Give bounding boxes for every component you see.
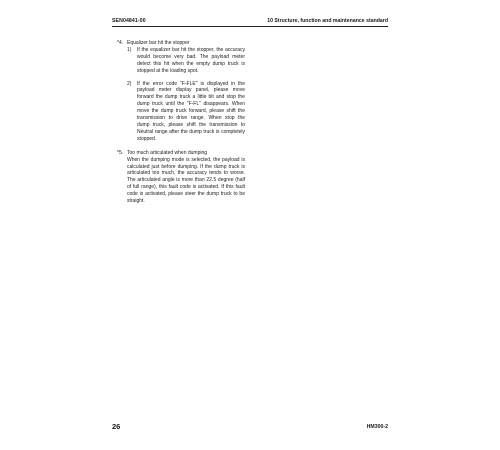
note-marker: *5.: [117, 149, 124, 156]
section-title: 10 Structure, function and maintenance standard: [267, 18, 388, 24]
item-number: 1): [127, 46, 132, 53]
item-text: If the equalizer bar hit the stopper, the accuracy would become very bad. The payload meter detect this hit when the empty dump truck is stopped at the loading spot.: [137, 46, 245, 74]
document-code: SEN04841-00: [112, 18, 146, 24]
body-text-column: [117, 40, 245, 205]
note-text: When the dumping mode is selected, the payload is calculated just before dumping. If the dump truck is articulated too much, the accuracy tends to worse. The articulated angle is more than 22.5 degree (half of full range), this fault code is activated. If this fault code is activated, please steer the dump truck to be straight.: [127, 156, 245, 205]
page-header: [112, 18, 388, 30]
note-5: [117, 150, 245, 205]
note-4: [117, 40, 245, 143]
note-marker: *4.: [117, 40, 124, 46]
note-title: Too much articulated when dumping: [127, 149, 208, 156]
note-title: Equalizer bar hit the stopper: [127, 40, 190, 46]
note-item: [127, 47, 245, 75]
note-item: [127, 81, 245, 143]
model-name: HM300-2: [366, 424, 388, 430]
item-text: If the error code "F-FLE" is displayed in the payload meter display panel, please move forward the dump truck a little bit and stop the dump truck until the "F-FL" disappears. When move the dump truck forward, please shift the transmission to drive range. When stop the dump truck, please shift the transmission to Neutral range after the dump truck is completely stopped.: [137, 80, 245, 142]
page-number: 26: [112, 422, 121, 431]
header-rule: [112, 26, 388, 27]
item-number: 2): [127, 80, 132, 87]
